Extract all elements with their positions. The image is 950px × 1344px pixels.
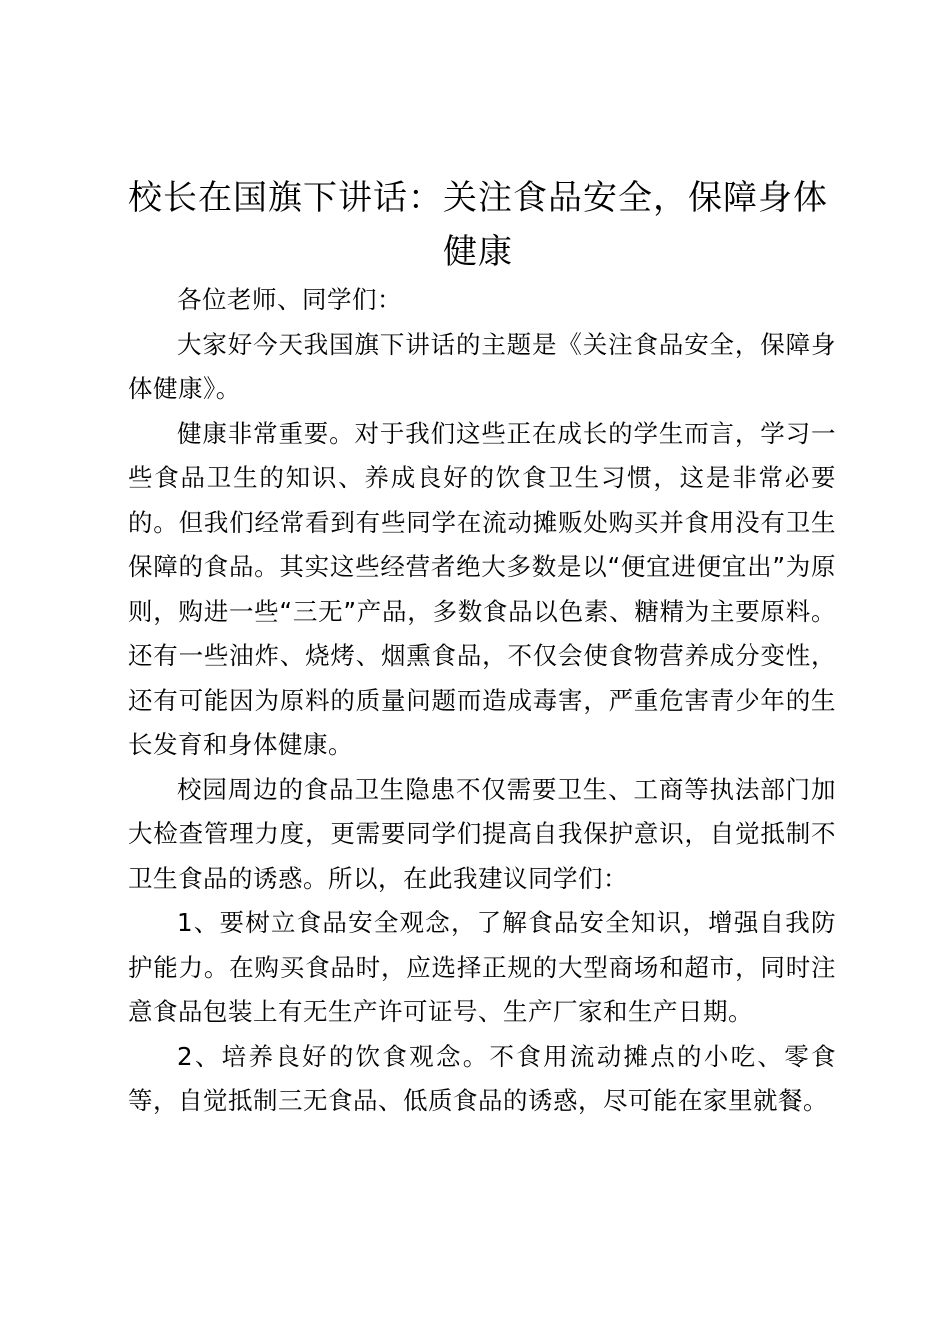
document-body	[128, 278, 836, 1124]
suggestion-2-paragraph: 2、培养良好的饮食观念。不食用流动摊点的小吃、零食等，自觉抵制三无食品、低质食品的诱惑，尽可能在家里就餐。	[128, 1041, 836, 1115]
document-title: 校长在国旗下讲话：关注食品安全，保障身体健康	[128, 178, 828, 272]
campus-paragraph: 校园周边的食品卫生隐患不仅需要卫生、工商等执法部门加大检查管理力度，更需要同学们提高自我保护意识，自觉抵制不卫生食品的诱惑。所以，在此我建议同学们：	[128, 774, 836, 893]
salutation-paragraph: 各位老师、同学们：	[177, 285, 402, 314]
intro-paragraph: 大家好今天我国旗下讲话的主题是《关注食品安全，保障身体健康》。	[128, 329, 836, 403]
health-paragraph: 健康非常重要。对于我们这些正在成长的学生而言，学习一些食品卫生的知识、养成良好的饮食卫生习惯，这是非常必要的。但我们经常看到有些同学在流动摊贩处购买并食用没有卫生保障的食品。其实这些经营者绝大多数是以“便宜进便宜出”为原则，购进一些“三无”产品，多数食品以色素、糖精为主要原料。还有一些油炸、烧烤、烟熏食品，不仅会使食物营养成分变性，还有可能因为原料的质量问题而造成毒害，严重危害青少年的生长发育和身体健康。	[128, 418, 836, 759]
suggestion-1-paragraph: 1、要树立食品安全观念，了解食品安全知识，增强自我防护能力。在购买食品时，应选择正规的大型商场和超市，同时注意食品包装上有无生产许可证号、生产厂家和生产日期。	[128, 908, 836, 1026]
